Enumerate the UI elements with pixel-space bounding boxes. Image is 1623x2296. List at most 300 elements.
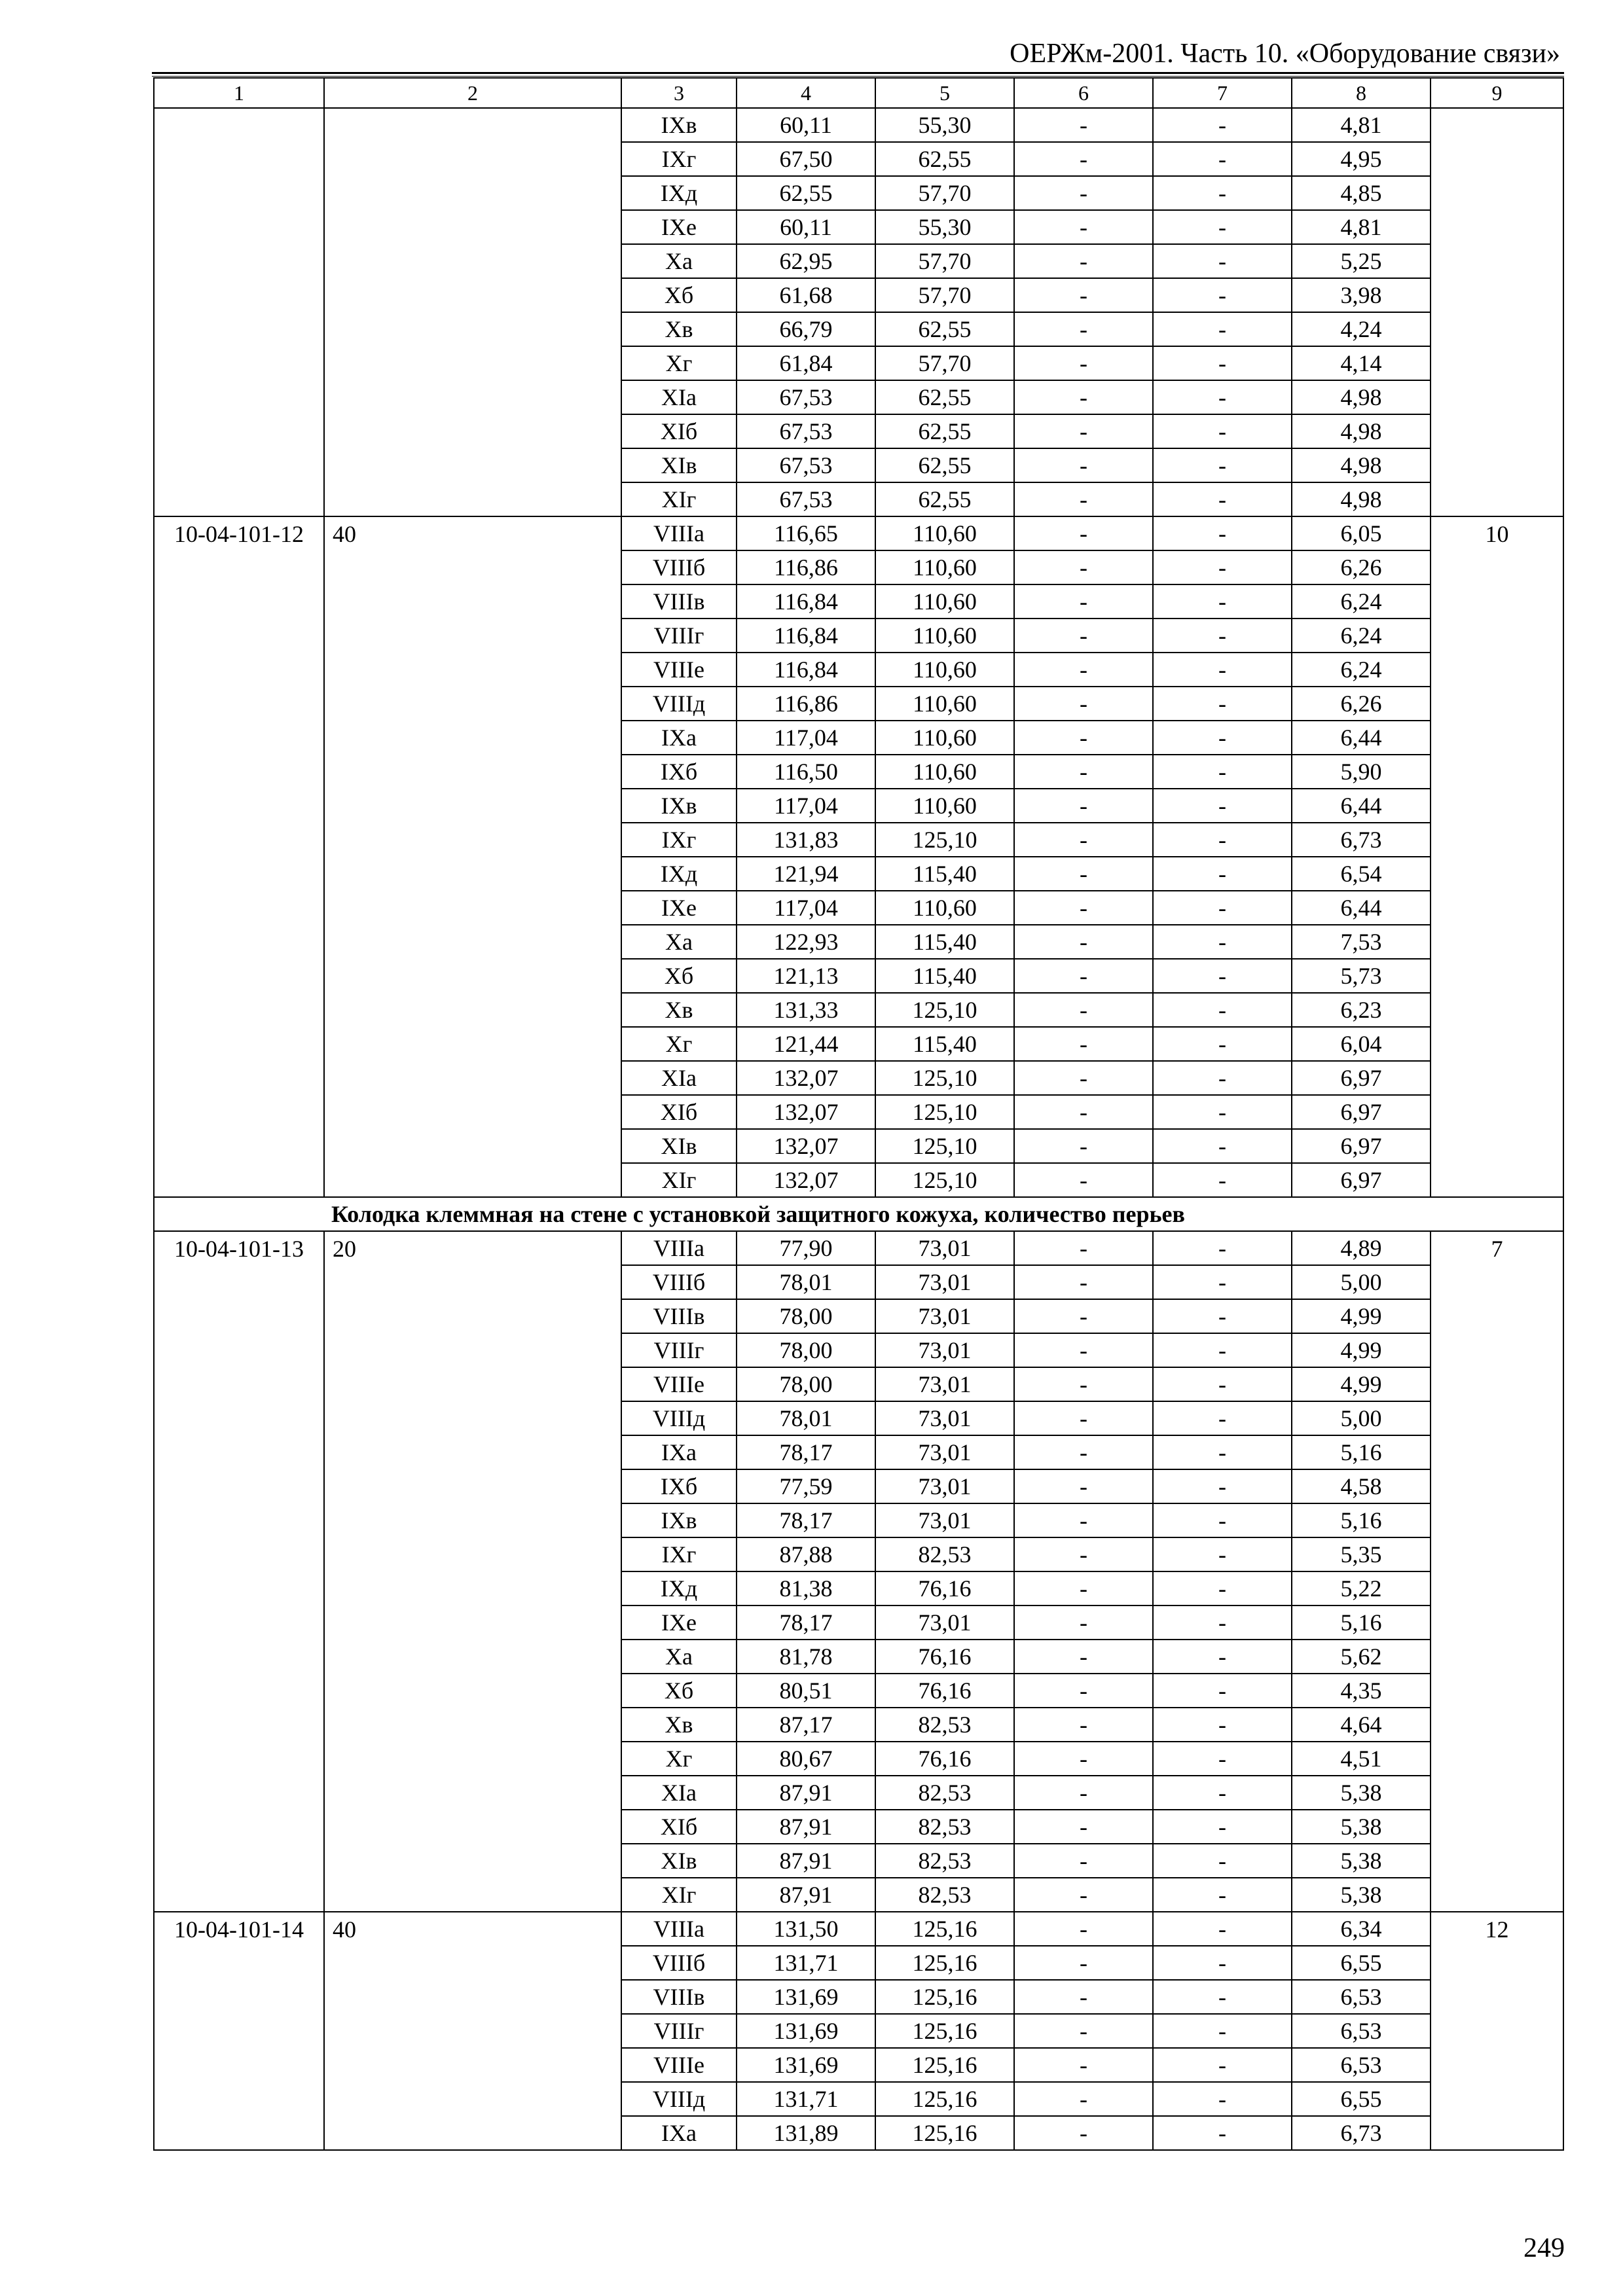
machine-cost: - — [1014, 1163, 1153, 1197]
machinist-wage: - — [1153, 857, 1292, 891]
machinist-wage: - — [1153, 1537, 1292, 1571]
material-cost: 4,98 — [1292, 380, 1431, 414]
quantity: 40 — [324, 1912, 621, 2150]
machine-cost: - — [1014, 1742, 1153, 1776]
region-code: XIб — [621, 1810, 737, 1844]
region-code: XIв — [621, 1129, 737, 1163]
wage-cost: 82,53 — [875, 1708, 1014, 1742]
machinist-wage: - — [1153, 959, 1292, 993]
total-cost: 67,53 — [737, 414, 875, 448]
wage-cost: 73,01 — [875, 1231, 1014, 1265]
wage-cost: 82,53 — [875, 1776, 1014, 1810]
total-cost: 121,94 — [737, 857, 875, 891]
wage-cost: 110,60 — [875, 721, 1014, 755]
total-cost: 87,91 — [737, 1776, 875, 1810]
material-cost: 5,62 — [1292, 1640, 1431, 1674]
machinist-wage: - — [1153, 2048, 1292, 2082]
machinist-wage: - — [1153, 380, 1292, 414]
total-cost: 60,11 — [737, 108, 875, 142]
column-number-row — [154, 78, 1563, 108]
table-row — [154, 1912, 1563, 1946]
wage-cost: 110,60 — [875, 687, 1014, 721]
material-cost: 6,97 — [1292, 1061, 1431, 1095]
wage-cost: 76,16 — [875, 1674, 1014, 1708]
wage-cost: 110,60 — [875, 789, 1014, 823]
total-cost: 78,17 — [737, 1605, 875, 1640]
total-cost: 132,07 — [737, 1061, 875, 1095]
region-code: XIг — [621, 482, 737, 516]
total-cost: 78,01 — [737, 1401, 875, 1435]
machine-cost: - — [1014, 1878, 1153, 1912]
machinist-wage: - — [1153, 448, 1292, 482]
machinist-wage: - — [1153, 1503, 1292, 1537]
machine-cost: - — [1014, 108, 1153, 142]
total-cost: 116,84 — [737, 584, 875, 619]
region-code: XIб — [621, 1095, 737, 1129]
region-code: VIIIд — [621, 2082, 737, 2116]
total-cost: 87,91 — [737, 1844, 875, 1878]
region-code: Xг — [621, 1742, 737, 1776]
material-cost: 3,98 — [1292, 278, 1431, 312]
region-code: VIIIа — [621, 1231, 737, 1265]
machinist-wage: - — [1153, 2116, 1292, 2150]
machine-cost: - — [1014, 1503, 1153, 1537]
region-code: VIIIе — [621, 1367, 737, 1401]
region-code: IXд — [621, 1571, 737, 1605]
region-code: Xв — [621, 1708, 737, 1742]
region-code: XIг — [621, 1878, 737, 1912]
total-cost: 117,04 — [737, 721, 875, 755]
total-cost: 116,86 — [737, 687, 875, 721]
machine-cost: - — [1014, 1674, 1153, 1708]
total-cost: 87,91 — [737, 1810, 875, 1844]
region-code: Xв — [621, 312, 737, 346]
machinist-wage: - — [1153, 142, 1292, 176]
machinist-wage: - — [1153, 1878, 1292, 1912]
wage-cost: 57,70 — [875, 244, 1014, 278]
column-number: 4 — [737, 78, 875, 108]
wage-cost: 73,01 — [875, 1401, 1014, 1435]
machine-cost: - — [1014, 959, 1153, 993]
machine-cost: - — [1014, 176, 1153, 210]
norm-code: 10-04-101-14 — [154, 1912, 324, 2150]
total-cost: 61,84 — [737, 346, 875, 380]
machine-cost: - — [1014, 1776, 1153, 1810]
machinist-wage: - — [1153, 584, 1292, 619]
labor-cost: 12 — [1431, 1912, 1563, 2150]
wage-cost: 57,70 — [875, 278, 1014, 312]
wage-cost: 110,60 — [875, 516, 1014, 550]
machinist-wage: - — [1153, 1810, 1292, 1844]
machine-cost: - — [1014, 2048, 1153, 2082]
total-cost: 117,04 — [737, 789, 875, 823]
machinist-wage: - — [1153, 1299, 1292, 1333]
machine-cost: - — [1014, 2116, 1153, 2150]
machinist-wage: - — [1153, 1640, 1292, 1674]
region-code: Xа — [621, 925, 737, 959]
wage-cost: 55,30 — [875, 210, 1014, 244]
region-code: VIIIб — [621, 550, 737, 584]
material-cost: 6,55 — [1292, 1946, 1431, 1980]
region-code: VIIIд — [621, 687, 737, 721]
wage-cost: 62,55 — [875, 414, 1014, 448]
material-cost: 6,05 — [1292, 516, 1431, 550]
norm-code: 10-04-101-13 — [154, 1231, 324, 1912]
wage-cost: 82,53 — [875, 1878, 1014, 1912]
material-cost: 4,99 — [1292, 1333, 1431, 1367]
total-cost: 78,01 — [737, 1265, 875, 1299]
column-number: 2 — [324, 78, 621, 108]
total-cost: 62,95 — [737, 244, 875, 278]
material-cost: 6,53 — [1292, 2048, 1431, 2082]
region-code: VIIIг — [621, 619, 737, 653]
machinist-wage: - — [1153, 176, 1292, 210]
wage-cost: 62,55 — [875, 312, 1014, 346]
material-cost: 5,38 — [1292, 1776, 1431, 1810]
wage-cost: 110,60 — [875, 619, 1014, 653]
wage-cost: 115,40 — [875, 857, 1014, 891]
total-cost: 81,38 — [737, 1571, 875, 1605]
region-code: Xв — [621, 993, 737, 1027]
machine-cost: - — [1014, 1333, 1153, 1367]
wage-cost: 82,53 — [875, 1844, 1014, 1878]
material-cost: 6,26 — [1292, 687, 1431, 721]
wage-cost: 110,60 — [875, 653, 1014, 687]
machinist-wage: - — [1153, 823, 1292, 857]
material-cost: 4,81 — [1292, 210, 1431, 244]
region-code: Xб — [621, 1674, 737, 1708]
wage-cost: 82,53 — [875, 1537, 1014, 1571]
wage-cost: 125,16 — [875, 2014, 1014, 2048]
total-cost: 132,07 — [737, 1095, 875, 1129]
region-code: IXв — [621, 1503, 737, 1537]
column-number: 8 — [1292, 78, 1431, 108]
material-cost: 4,14 — [1292, 346, 1431, 380]
machine-cost: - — [1014, 1605, 1153, 1640]
column-number: 7 — [1153, 78, 1292, 108]
material-cost: 6,97 — [1292, 1095, 1431, 1129]
total-cost: 131,89 — [737, 2116, 875, 2150]
labor-cost: 10 — [1431, 516, 1563, 1197]
wage-cost: 76,16 — [875, 1571, 1014, 1605]
total-cost: 131,69 — [737, 1980, 875, 2014]
column-number: 9 — [1431, 78, 1563, 108]
material-cost: 6,44 — [1292, 789, 1431, 823]
wage-cost: 125,16 — [875, 1912, 1014, 1946]
total-cost: 81,78 — [737, 1640, 875, 1674]
total-cost: 60,11 — [737, 210, 875, 244]
total-cost: 131,69 — [737, 2014, 875, 2048]
machinist-wage: - — [1153, 1027, 1292, 1061]
machinist-wage: - — [1153, 312, 1292, 346]
total-cost: 67,53 — [737, 380, 875, 414]
material-cost: 4,95 — [1292, 142, 1431, 176]
wage-cost: 115,40 — [875, 959, 1014, 993]
machinist-wage: - — [1153, 1333, 1292, 1367]
region-code: IXа — [621, 1435, 737, 1469]
machine-cost: - — [1014, 721, 1153, 755]
material-cost: 6,54 — [1292, 857, 1431, 891]
machine-cost: - — [1014, 1810, 1153, 1844]
region-code: XIа — [621, 1776, 737, 1810]
machine-cost: - — [1014, 1537, 1153, 1571]
region-code: XIв — [621, 448, 737, 482]
machinist-wage: - — [1153, 1708, 1292, 1742]
machine-cost: - — [1014, 1265, 1153, 1299]
total-cost: 66,79 — [737, 312, 875, 346]
total-cost: 61,68 — [737, 278, 875, 312]
material-cost: 6,23 — [1292, 993, 1431, 1027]
region-code: VIIIе — [621, 2048, 737, 2082]
wage-cost: 82,53 — [875, 1810, 1014, 1844]
region-code: VIIIг — [621, 2014, 737, 2048]
region-code: XIв — [621, 1844, 737, 1878]
region-code: IXе — [621, 210, 737, 244]
wage-cost: 76,16 — [875, 1742, 1014, 1776]
region-code: IXе — [621, 891, 737, 925]
quantity: 40 — [324, 516, 621, 1197]
table-body — [154, 78, 1563, 2150]
material-cost: 6,44 — [1292, 721, 1431, 755]
machine-cost: - — [1014, 687, 1153, 721]
machinist-wage: - — [1153, 687, 1292, 721]
wage-cost: 73,01 — [875, 1367, 1014, 1401]
region-code: VIIIб — [621, 1265, 737, 1299]
machinist-wage: - — [1153, 619, 1292, 653]
page-number: 249 — [1523, 2233, 1565, 2263]
wage-cost: 62,55 — [875, 380, 1014, 414]
material-cost: 6,97 — [1292, 1129, 1431, 1163]
machine-cost: - — [1014, 1095, 1153, 1129]
wage-cost: 62,55 — [875, 482, 1014, 516]
machinist-wage: - — [1153, 2082, 1292, 2116]
machinist-wage: - — [1153, 1980, 1292, 2014]
region-code: VIIIв — [621, 1299, 737, 1333]
machinist-wage: - — [1153, 1163, 1292, 1197]
wage-cost: 115,40 — [875, 1027, 1014, 1061]
total-cost: 67,53 — [737, 448, 875, 482]
wage-cost: 125,10 — [875, 993, 1014, 1027]
material-cost: 4,24 — [1292, 312, 1431, 346]
material-cost: 5,25 — [1292, 244, 1431, 278]
total-cost: 87,88 — [737, 1537, 875, 1571]
total-cost: 131,69 — [737, 2048, 875, 2082]
machine-cost: - — [1014, 2082, 1153, 2116]
material-cost: 4,89 — [1292, 1231, 1431, 1265]
material-cost: 4,51 — [1292, 1742, 1431, 1776]
total-cost: 132,07 — [737, 1129, 875, 1163]
table-row — [154, 516, 1563, 550]
wage-cost: 110,60 — [875, 755, 1014, 789]
machine-cost: - — [1014, 2014, 1153, 2048]
machine-cost: - — [1014, 1435, 1153, 1469]
machinist-wage: - — [1153, 550, 1292, 584]
total-cost: 78,17 — [737, 1503, 875, 1537]
machinist-wage: - — [1153, 1776, 1292, 1810]
region-code: IXг — [621, 823, 737, 857]
region-code: IXг — [621, 142, 737, 176]
machine-cost: - — [1014, 1231, 1153, 1265]
machine-cost: - — [1014, 891, 1153, 925]
region-code: VIIIа — [621, 516, 737, 550]
wage-cost: 73,01 — [875, 1605, 1014, 1640]
material-cost: 7,53 — [1292, 925, 1431, 959]
total-cost: 131,50 — [737, 1912, 875, 1946]
machinist-wage: - — [1153, 278, 1292, 312]
column-number: 6 — [1014, 78, 1153, 108]
rates-table — [153, 77, 1564, 2151]
total-cost: 67,50 — [737, 142, 875, 176]
wage-cost: 125,10 — [875, 1095, 1014, 1129]
machinist-wage: - — [1153, 1265, 1292, 1299]
machinist-wage: - — [1153, 1946, 1292, 1980]
material-cost: 4,98 — [1292, 414, 1431, 448]
wage-cost: 73,01 — [875, 1265, 1014, 1299]
region-code: Xг — [621, 346, 737, 380]
material-cost: 6,44 — [1292, 891, 1431, 925]
total-cost: 131,71 — [737, 1946, 875, 1980]
region-code: Xб — [621, 959, 737, 993]
machinist-wage: - — [1153, 210, 1292, 244]
page-header: ОЕРЖм-2001. Часть 10. «Оборудование связи» — [1010, 39, 1560, 69]
machine-cost: - — [1014, 550, 1153, 584]
wage-cost: 110,60 — [875, 891, 1014, 925]
material-cost: 5,00 — [1292, 1265, 1431, 1299]
column-number: 1 — [154, 78, 324, 108]
wage-cost: 62,55 — [875, 448, 1014, 482]
material-cost: 6,73 — [1292, 823, 1431, 857]
machine-cost: - — [1014, 1469, 1153, 1503]
region-code: IXб — [621, 1469, 737, 1503]
material-cost: 5,38 — [1292, 1810, 1431, 1844]
norm-code — [154, 108, 324, 516]
machine-cost: - — [1014, 857, 1153, 891]
wage-cost: 73,01 — [875, 1503, 1014, 1537]
material-cost: 6,55 — [1292, 2082, 1431, 2116]
total-cost: 116,84 — [737, 653, 875, 687]
material-cost: 5,38 — [1292, 1878, 1431, 1912]
machinist-wage: - — [1153, 1129, 1292, 1163]
wage-cost: 110,60 — [875, 550, 1014, 584]
material-cost: 4,64 — [1292, 1708, 1431, 1742]
machine-cost: - — [1014, 482, 1153, 516]
total-cost: 78,00 — [737, 1367, 875, 1401]
region-code: XIб — [621, 414, 737, 448]
machinist-wage: - — [1153, 925, 1292, 959]
wage-cost: 73,01 — [875, 1299, 1014, 1333]
wage-cost: 57,70 — [875, 176, 1014, 210]
region-code: XIг — [621, 1163, 737, 1197]
wage-cost: 125,10 — [875, 1061, 1014, 1095]
column-number: 5 — [875, 78, 1014, 108]
total-cost: 132,07 — [737, 1163, 875, 1197]
wage-cost: 125,10 — [875, 1129, 1014, 1163]
total-cost: 116,86 — [737, 550, 875, 584]
machine-cost: - — [1014, 380, 1153, 414]
machinist-wage: - — [1153, 1469, 1292, 1503]
total-cost: 80,51 — [737, 1674, 875, 1708]
wage-cost: 57,70 — [875, 346, 1014, 380]
machinist-wage: - — [1153, 653, 1292, 687]
machine-cost: - — [1014, 619, 1153, 653]
table-row — [154, 1231, 1563, 1265]
machine-cost: - — [1014, 244, 1153, 278]
total-cost: 116,84 — [737, 619, 875, 653]
machinist-wage: - — [1153, 1061, 1292, 1095]
region-code: IXд — [621, 857, 737, 891]
machinist-wage: - — [1153, 993, 1292, 1027]
material-cost: 6,26 — [1292, 550, 1431, 584]
wage-cost: 115,40 — [875, 925, 1014, 959]
total-cost: 78,00 — [737, 1333, 875, 1367]
machinist-wage: - — [1153, 891, 1292, 925]
total-cost: 77,59 — [737, 1469, 875, 1503]
machinist-wage: - — [1153, 1095, 1292, 1129]
material-cost: 4,85 — [1292, 176, 1431, 210]
material-cost: 5,22 — [1292, 1571, 1431, 1605]
wage-cost: 125,16 — [875, 2116, 1014, 2150]
machine-cost: - — [1014, 755, 1153, 789]
machine-cost: - — [1014, 584, 1153, 619]
total-cost: 121,44 — [737, 1027, 875, 1061]
table-row — [154, 108, 1563, 142]
region-code: IXд — [621, 176, 737, 210]
material-cost: 5,00 — [1292, 1401, 1431, 1435]
header-rule-thick — [152, 72, 1564, 74]
region-code: IXв — [621, 108, 737, 142]
wage-cost: 125,16 — [875, 2048, 1014, 2082]
machine-cost: - — [1014, 448, 1153, 482]
machinist-wage: - — [1153, 1435, 1292, 1469]
wage-cost: 76,16 — [875, 1640, 1014, 1674]
region-code: VIIIа — [621, 1912, 737, 1946]
machinist-wage: - — [1153, 1231, 1292, 1265]
total-cost: 78,17 — [737, 1435, 875, 1469]
total-cost: 67,53 — [737, 482, 875, 516]
machinist-wage: - — [1153, 755, 1292, 789]
material-cost: 4,99 — [1292, 1299, 1431, 1333]
material-cost: 4,81 — [1292, 108, 1431, 142]
machine-cost: - — [1014, 346, 1153, 380]
machinist-wage: - — [1153, 1367, 1292, 1401]
region-code: VIIIд — [621, 1401, 737, 1435]
machine-cost: - — [1014, 312, 1153, 346]
region-code: XIа — [621, 1061, 737, 1095]
material-cost: 5,16 — [1292, 1605, 1431, 1640]
region-code: IXг — [621, 1537, 737, 1571]
total-cost: 121,13 — [737, 959, 875, 993]
machinist-wage: - — [1153, 789, 1292, 823]
total-cost: 122,93 — [737, 925, 875, 959]
machine-cost: - — [1014, 653, 1153, 687]
region-code: Xг — [621, 1027, 737, 1061]
machinist-wage: - — [1153, 244, 1292, 278]
machine-cost: - — [1014, 789, 1153, 823]
machine-cost: - — [1014, 1129, 1153, 1163]
labor-cost — [1431, 108, 1563, 516]
region-code: VIIIб — [621, 1946, 737, 1980]
material-cost: 6,24 — [1292, 619, 1431, 653]
machine-cost: - — [1014, 1640, 1153, 1674]
material-cost: 5,16 — [1292, 1503, 1431, 1537]
quantity — [324, 108, 621, 516]
machinist-wage: - — [1153, 721, 1292, 755]
quantity: 20 — [324, 1231, 621, 1912]
total-cost: 78,00 — [737, 1299, 875, 1333]
region-code: VIIIе — [621, 653, 737, 687]
total-cost: 77,90 — [737, 1231, 875, 1265]
material-cost: 6,34 — [1292, 1912, 1431, 1946]
